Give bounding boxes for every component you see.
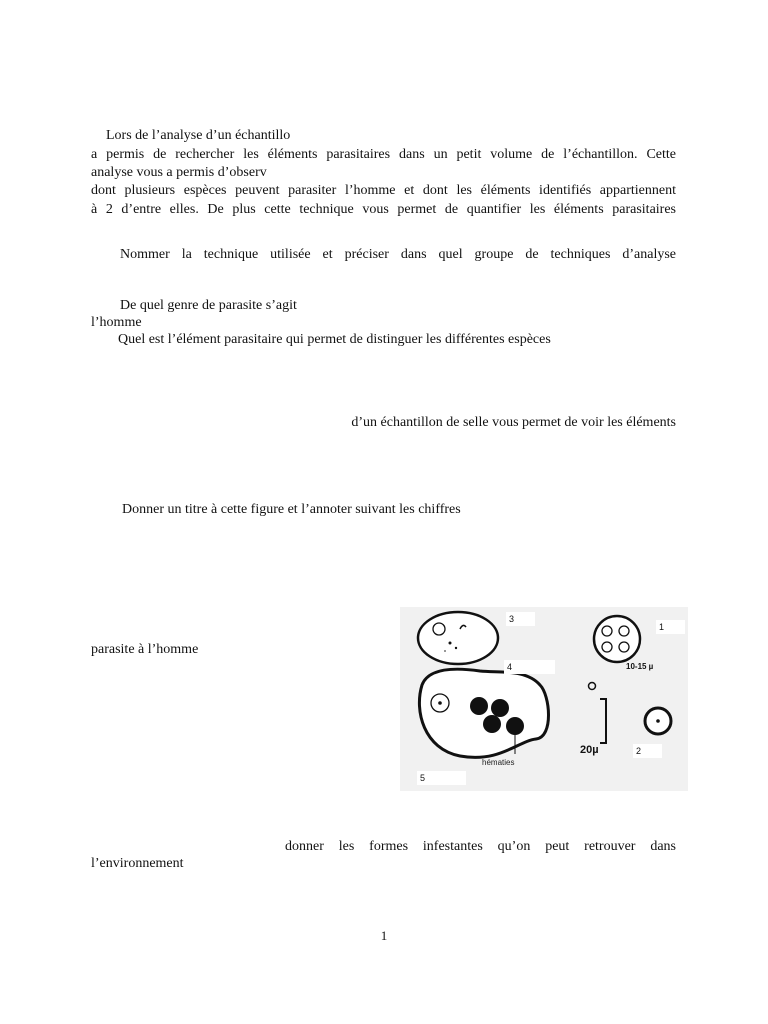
red-blood-cell [470, 697, 488, 715]
figure-label-5: 5 [417, 771, 466, 785]
scale-cyst: 10-15 µ [626, 662, 654, 671]
parasite-figure [400, 607, 688, 791]
question-2-continued: l’homme [91, 315, 142, 330]
paragraph1-line5: à 2 d’entre elles. De plus cette technique vous permet de quantifier les éléments parasitaires [91, 202, 676, 217]
page-number: 1 [380, 928, 388, 943]
question-5: donner les formes infestantes qu’on peut retrouver dans [285, 839, 676, 854]
paragraph-2: d’un échantillon de selle vous permet de voir les éléments [351, 415, 676, 430]
organism-3-outline [418, 612, 498, 664]
parasite-drawing [400, 607, 688, 791]
scale-bar-label: 20µ [580, 744, 599, 756]
question-5-continued: l’environnement [91, 856, 184, 871]
red-blood-cell [491, 699, 509, 717]
question-2: De quel genre de parasite s’agit [120, 298, 297, 313]
paragraph-3: parasite à l’homme [91, 642, 199, 657]
organism-1-outline [594, 616, 640, 662]
question-4: Donner un titre à cette figure et l’annoter suivant les chiffres [122, 502, 461, 517]
scale-bracket [600, 699, 606, 743]
annotation-hematies: hématies [482, 758, 515, 767]
question-1: Nommer la technique utilisée et préciser dans quel groupe de techniques d’analyse [120, 247, 676, 262]
figure-label-4: 4 [504, 660, 555, 674]
red-blood-cell [483, 715, 501, 733]
red-blood-cell [506, 717, 524, 735]
question-3: Quel est l’élément parasitaire qui permet de distinguer les différentes espèces [118, 332, 551, 347]
paragraph1-line2: a permis de rechercher les éléments parasitaires dans un petit volume de l’échantillon. Cette [91, 147, 676, 162]
figure-label-1: 1 [656, 620, 685, 634]
figure-label-2: 2 [633, 744, 662, 758]
figure-label-3: 3 [506, 612, 535, 626]
paragraph1-line1: Lors de l’analyse d’un échantillo [106, 128, 291, 143]
paragraph1-line4: dont plusieurs espèces peuvent parasiter l’homme et dont les éléments identifiés appartiennent [91, 183, 676, 198]
paragraph1-line3: analyse vous a permis d’observ [91, 165, 267, 180]
scale-circle [589, 683, 596, 690]
